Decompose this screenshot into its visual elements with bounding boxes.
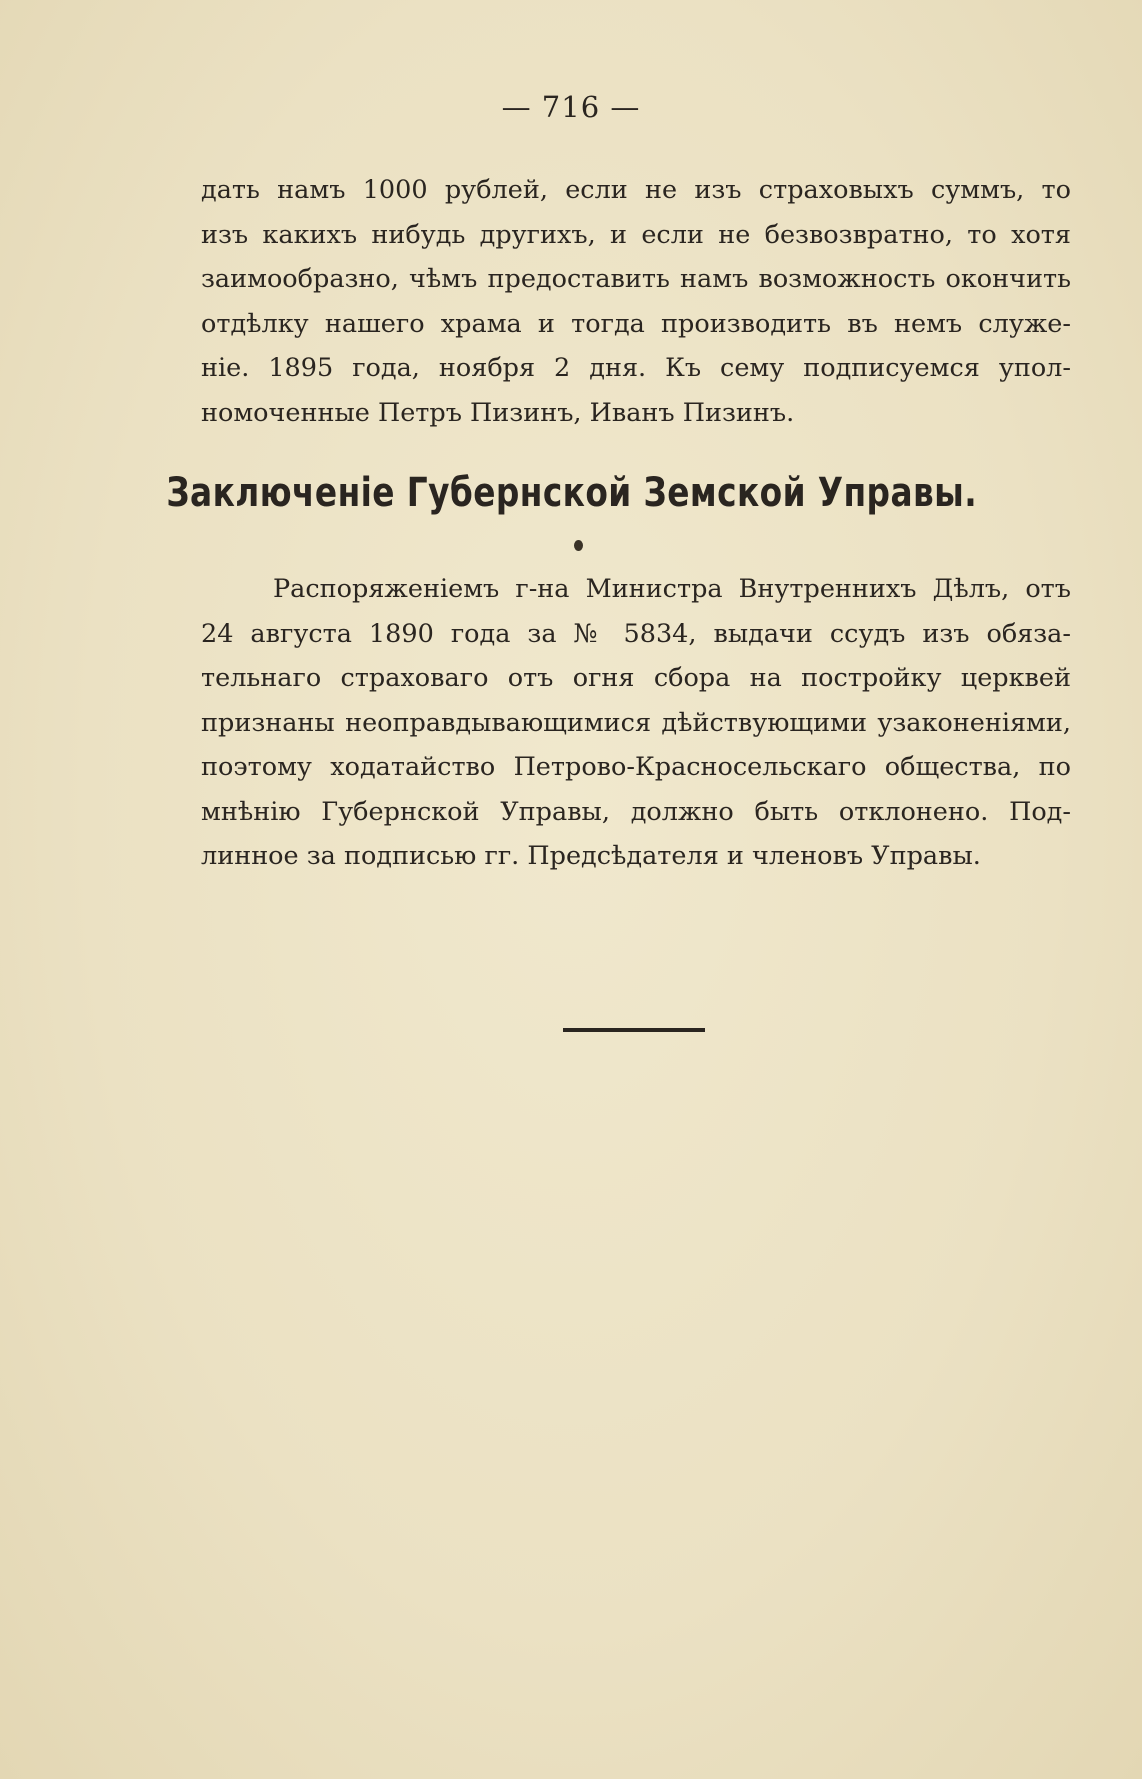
page-number: — 716 —	[501, 90, 641, 124]
end-rule-divider	[563, 1028, 705, 1032]
paragraph-petition-end	[201, 168, 1071, 435]
text-line: линное за подписью гг. Предсѣдателя и членовъ Управы.	[201, 841, 981, 871]
text-line: тельнаго страховаго отъ огня сбора на постройку церквей	[201, 663, 1071, 693]
text-line: номоченные Петръ Пизинъ, Иванъ Пизинъ.	[201, 397, 795, 428]
text-line: Распоряженіемъ г-на Министра Внутреннихъ Дѣлъ, отъ	[273, 574, 1071, 604]
paragraph-conclusion	[201, 567, 1071, 879]
text-line: ніе. 1895 года, ноября 2 дня. Къ сему подписуемся упол-	[201, 353, 1071, 383]
text-line: заимообразно, чѣмъ предоставить намъ возможность окончить	[201, 264, 1071, 294]
text-line: дать намъ 1000 рублей, если не изъ страховыхъ суммъ, то	[201, 175, 1071, 205]
text-line: отдѣлку нашего храма и тогда производить въ немъ служе-	[201, 308, 1071, 339]
text-line: поэтому ходатайство Петрово-Красносельскаго общества, по	[201, 752, 1071, 782]
text-line: признаны неоправдывающимися дѣйствующими узаконеніями,	[201, 707, 1071, 738]
section-heading: Заключеніе Губернской Земской Управы.	[166, 470, 978, 516]
text-line: изъ какихъ нибудь другихъ, и если не безвозвратно, то хотя	[201, 219, 1071, 250]
text-line: 24 августа 1890 года за № 5834, выдачи ссудъ изъ обяза-	[201, 618, 1071, 649]
ornament-dot	[574, 540, 583, 551]
text-line: мнѣнію Губернской Управы, должно быть отклонено. Под-	[201, 796, 1071, 827]
